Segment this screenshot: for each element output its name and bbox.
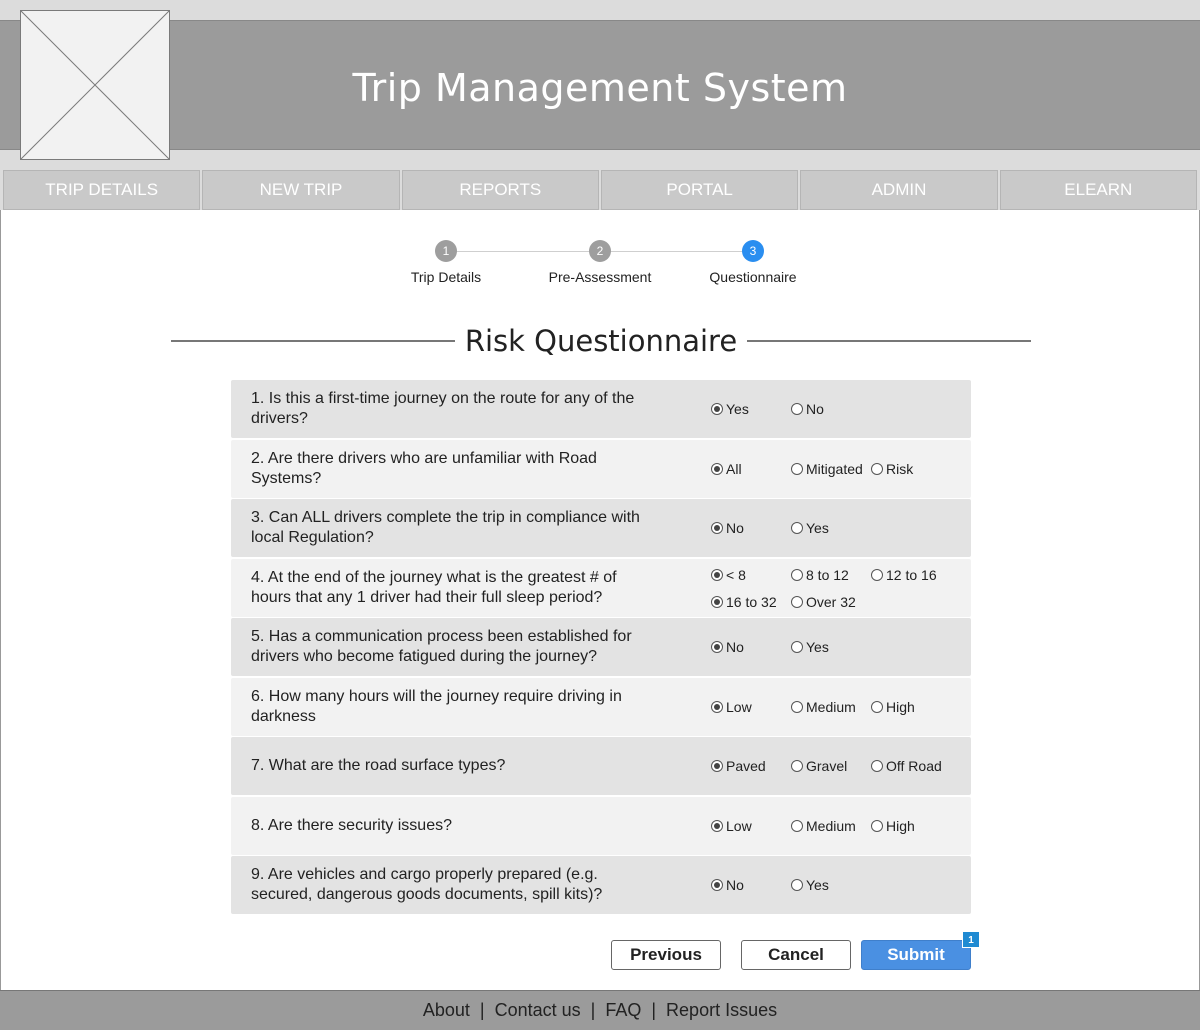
- question-text-lines: [251, 449, 597, 489]
- radio-checked-icon[interactable]: [711, 641, 723, 653]
- main-nav: [0, 170, 1200, 210]
- radio-option[interactable]: [711, 639, 744, 655]
- step-label: Trip Details: [410, 269, 482, 285]
- notification-badge: 1: [962, 931, 980, 948]
- question-text: [251, 618, 651, 676]
- radio-checked-icon[interactable]: [711, 596, 723, 608]
- radio-checked-icon[interactable]: [711, 820, 723, 832]
- radio-option[interactable]: [711, 699, 752, 715]
- radio-checked-icon[interactable]: [711, 569, 723, 581]
- question-line: secured, dangerous goods documents, spill kits)?: [251, 886, 603, 903]
- question-line: 5. Has a communication process been established for: [251, 628, 632, 645]
- question-text-lines: [251, 687, 622, 727]
- question-text: [251, 856, 651, 914]
- question-line: 1. Is this a first-time journey on the route for any of the: [251, 390, 635, 407]
- footer: [0, 990, 1200, 1030]
- question-text: [251, 737, 651, 795]
- radio-label: Off Road: [886, 758, 942, 774]
- radio-option[interactable]: [871, 567, 937, 583]
- step-trip-details[interactable]: [376, 240, 516, 285]
- radio-unchecked-icon[interactable]: [871, 701, 883, 713]
- cancel-button[interactable]: Cancel: [741, 940, 851, 970]
- question-text-lines: [251, 389, 634, 429]
- question-text: [251, 380, 651, 438]
- radio-label: Yes: [726, 401, 749, 417]
- question-line: hours that any 1 driver had their full sleep period?: [251, 588, 603, 606]
- radio-label: Yes: [806, 639, 829, 655]
- nav-item-new-trip[interactable]: NEW TRIP: [202, 170, 399, 210]
- section-heading: [171, 320, 1031, 360]
- question-text-lines: [251, 508, 640, 548]
- radio-option[interactable]: [711, 401, 749, 417]
- radio-option[interactable]: [791, 520, 829, 536]
- step-label: Pre-Assessment: [548, 269, 652, 285]
- radio-option[interactable]: [871, 758, 942, 774]
- radio-label: All: [726, 460, 742, 477]
- radio-option[interactable]: [871, 818, 915, 834]
- radio-checked-icon[interactable]: [711, 463, 723, 475]
- question-text-lines: [251, 816, 452, 836]
- question-text-lines: [251, 756, 505, 776]
- question-row: [231, 618, 971, 676]
- question-row: [231, 856, 971, 914]
- step-questionnaire[interactable]: [683, 240, 823, 285]
- radio-label: Low: [726, 698, 752, 715]
- radio-label: No: [726, 520, 744, 536]
- question-text: [251, 678, 651, 736]
- question-line: 2. Are there drivers who are unfamiliar with Road: [251, 449, 597, 467]
- nav-item-trip-details[interactable]: TRIP DETAILS: [3, 170, 200, 210]
- question-line: drivers?: [251, 410, 308, 427]
- radio-option[interactable]: [711, 758, 766, 774]
- radio-option[interactable]: [871, 699, 915, 715]
- radio-option[interactable]: [791, 877, 829, 893]
- radio-option[interactable]: [791, 699, 856, 715]
- radio-label: Over 32: [806, 593, 856, 610]
- question-row: [231, 499, 971, 557]
- radio-label: No: [726, 877, 744, 893]
- radio-label: Risk: [886, 460, 914, 477]
- radio-option[interactable]: [711, 567, 746, 583]
- radio-unchecked-icon[interactable]: [791, 596, 803, 608]
- question-line: Systems?: [251, 469, 322, 487]
- step-pre-assessment[interactable]: [530, 240, 670, 285]
- radio-label: High: [886, 698, 915, 715]
- questionnaire-list: [231, 380, 971, 916]
- question-line: 6. How many hours will the journey require driving in: [251, 687, 622, 705]
- main-content: [0, 210, 1200, 990]
- radio-label: Gravel: [806, 758, 848, 774]
- footer-link-contact[interactable]: Contact us: [494, 1000, 581, 1020]
- radio-checked-icon[interactable]: [711, 522, 723, 534]
- radio-label: 8 to 12: [806, 566, 849, 583]
- question-text-lines: [251, 627, 632, 667]
- question-line: 4. At the end of the journey what is the greatest # of: [251, 568, 617, 586]
- radio-label: Medium: [806, 698, 856, 715]
- radio-unchecked-icon[interactable]: [791, 463, 803, 475]
- radio-option[interactable]: [791, 758, 847, 774]
- radio-option[interactable]: [791, 461, 863, 477]
- app-header: [0, 20, 1200, 150]
- radio-label: Yes: [806, 520, 829, 536]
- radio-label: < 8: [726, 566, 746, 583]
- nav-item-portal[interactable]: PORTAL: [601, 170, 798, 210]
- top-strip: [0, 0, 1200, 20]
- nav-item-reports[interactable]: REPORTS: [402, 170, 599, 210]
- radio-option[interactable]: [871, 461, 913, 477]
- question-row: [231, 678, 971, 736]
- radio-option[interactable]: [711, 520, 744, 536]
- radio-unchecked-icon[interactable]: [871, 820, 883, 832]
- radio-option[interactable]: [791, 401, 824, 417]
- question-row: [231, 559, 971, 617]
- radio-option[interactable]: [791, 567, 849, 583]
- radio-option[interactable]: [711, 818, 752, 834]
- footer-link-about[interactable]: About: [422, 1000, 470, 1020]
- radio-checked-icon[interactable]: [711, 879, 723, 891]
- radio-unchecked-icon[interactable]: [791, 569, 803, 581]
- question-line: local Regulation?: [251, 529, 374, 546]
- radio-label: Low: [726, 817, 752, 834]
- radio-label: High: [886, 817, 915, 834]
- image-placeholder-icon: [20, 10, 170, 160]
- question-line: 7. What are the road surface types?: [251, 757, 506, 774]
- step-number: 2: [589, 240, 611, 262]
- radio-unchecked-icon[interactable]: [791, 879, 803, 891]
- nav-item-admin[interactable]: ADMIN: [800, 170, 997, 210]
- radio-checked-icon[interactable]: [711, 760, 723, 772]
- radio-label: No: [806, 401, 824, 417]
- question-text: [251, 499, 651, 557]
- question-text: [251, 559, 651, 617]
- radio-label: No: [726, 639, 744, 655]
- question-row: [231, 797, 971, 855]
- radio-unchecked-icon[interactable]: [791, 701, 803, 713]
- radio-checked-icon[interactable]: [711, 701, 723, 713]
- radio-unchecked-icon[interactable]: [871, 760, 883, 772]
- radio-unchecked-icon[interactable]: [791, 522, 803, 534]
- radio-option[interactable]: [791, 818, 856, 834]
- radio-label: Yes: [806, 877, 829, 893]
- step-label: Questionnaire: [709, 269, 797, 285]
- step-number: 1: [435, 240, 457, 262]
- radio-option[interactable]: [791, 594, 856, 610]
- footer-link-faq[interactable]: FAQ: [605, 1000, 642, 1020]
- radio-option[interactable]: [791, 639, 829, 655]
- question-text: [251, 797, 651, 855]
- radio-unchecked-icon[interactable]: [791, 760, 803, 772]
- question-line: 3. Can ALL drivers complete the trip in compliance with: [251, 509, 640, 526]
- question-text: [251, 440, 651, 498]
- footer-link-report-issues[interactable]: Report Issues: [666, 1000, 778, 1020]
- question-line: 8. Are there security issues?: [251, 816, 452, 834]
- radio-unchecked-icon[interactable]: [791, 641, 803, 653]
- previous-button[interactable]: Previous: [611, 940, 721, 970]
- footer-separator: |: [590, 1000, 596, 1020]
- page-title: Risk Questionnaire: [455, 324, 747, 358]
- step-number: 3: [742, 240, 764, 262]
- nav-item-elearn[interactable]: ELEARN: [1000, 170, 1197, 210]
- question-text-lines: [251, 568, 617, 608]
- progress-stepper: [401, 240, 801, 300]
- question-line: darkness: [251, 707, 316, 725]
- submit-button[interactable]: Submit: [861, 940, 971, 970]
- radio-option[interactable]: [711, 877, 744, 893]
- radio-unchecked-icon[interactable]: [871, 463, 883, 475]
- question-row: [231, 440, 971, 498]
- radio-checked-icon[interactable]: [711, 403, 723, 415]
- radio-unchecked-icon[interactable]: [871, 569, 883, 581]
- app-title: Trip Management System: [352, 66, 848, 110]
- radio-unchecked-icon[interactable]: [791, 403, 803, 415]
- question-text-lines: [251, 865, 602, 905]
- radio-label: 16 to 32: [726, 593, 777, 610]
- radio-unchecked-icon[interactable]: [791, 820, 803, 832]
- question-row: [231, 737, 971, 795]
- radio-label: 12 to 16: [886, 566, 937, 583]
- radio-label: Paved: [726, 758, 766, 774]
- radio-label: Medium: [806, 817, 856, 834]
- question-line: drivers who become fatigued during the journey?: [251, 648, 597, 665]
- radio-option[interactable]: [711, 594, 777, 610]
- footer-separator: |: [651, 1000, 657, 1020]
- radio-option[interactable]: [711, 461, 742, 477]
- radio-label: Mitigated: [806, 460, 863, 477]
- question-line: 9. Are vehicles and cargo properly prepared (e.g.: [251, 866, 598, 883]
- footer-separator: |: [479, 1000, 485, 1020]
- question-row: [231, 380, 971, 438]
